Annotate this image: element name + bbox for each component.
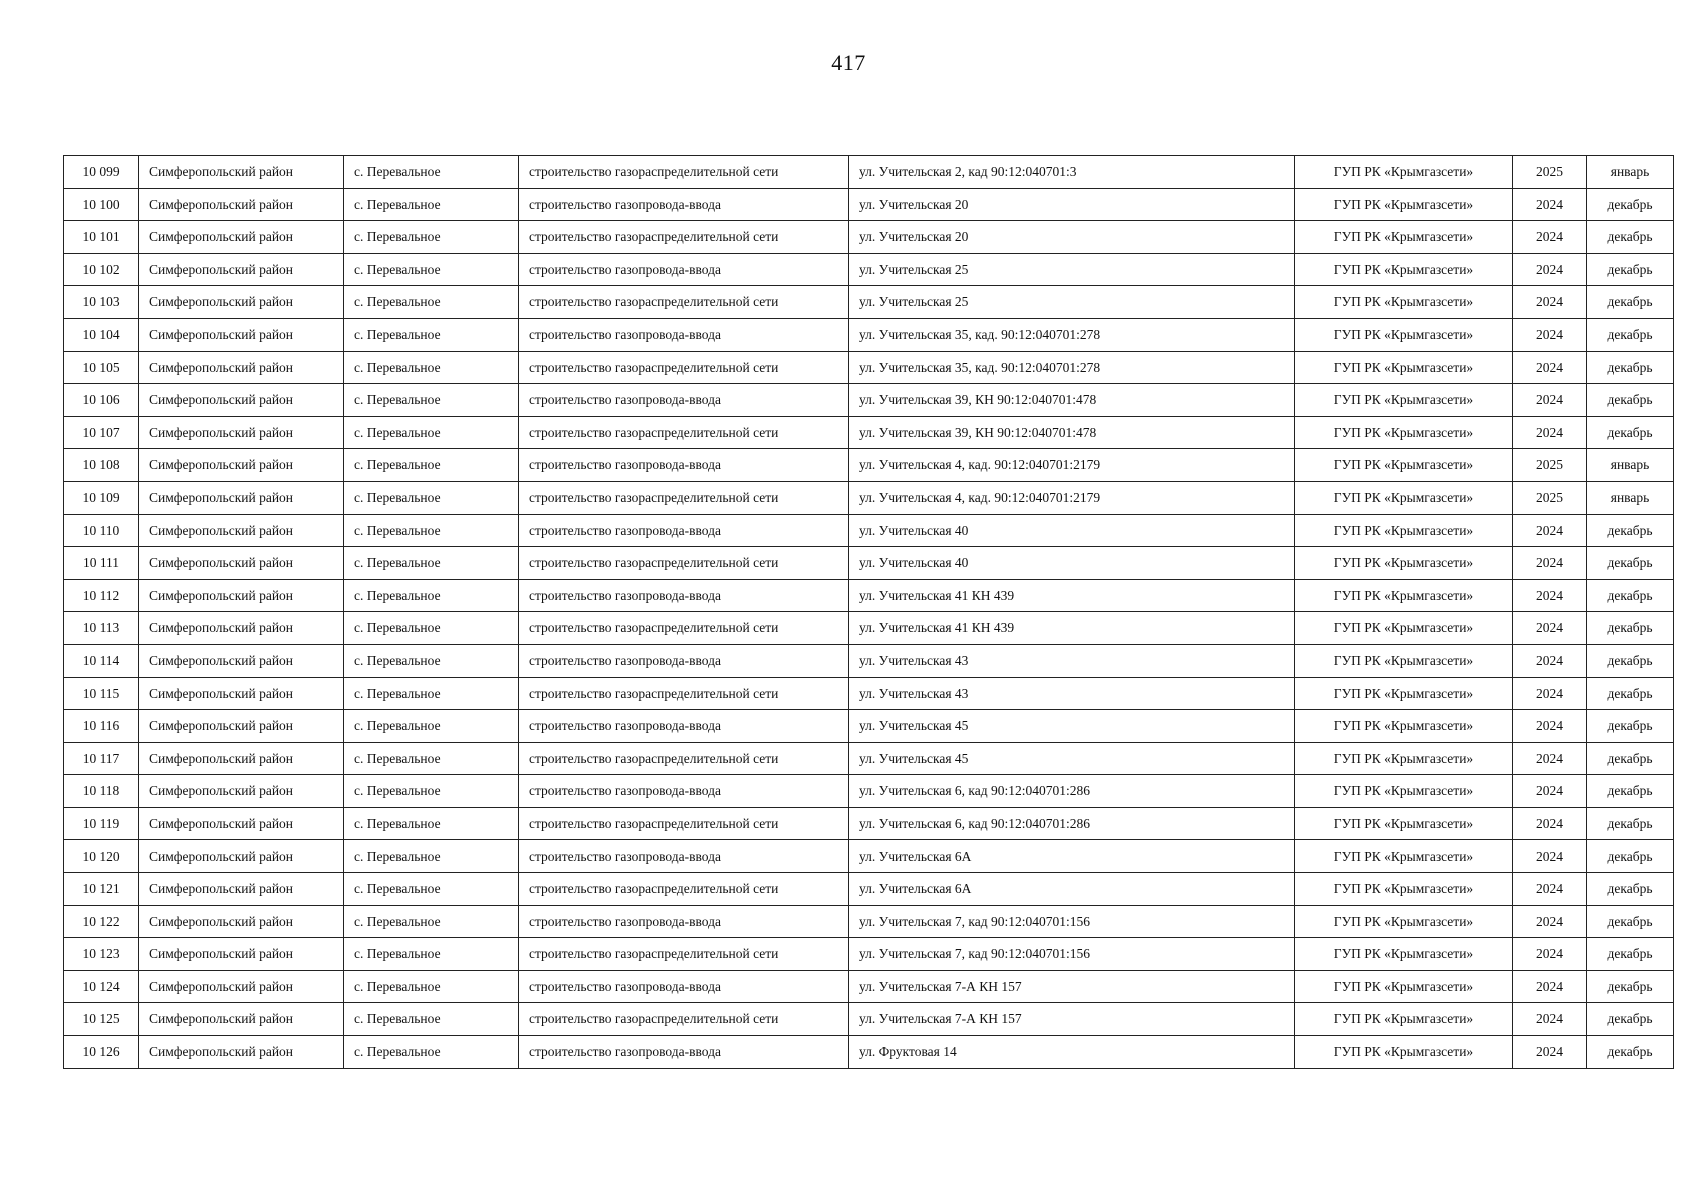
year-cell: 2024 <box>1513 807 1587 840</box>
address-cell: ул. Учительская 35, кад. 90:12:040701:278 <box>849 351 1295 384</box>
village-cell: с. Перевальное <box>344 481 519 514</box>
village-cell: с. Перевальное <box>344 905 519 938</box>
table-row <box>64 221 1674 254</box>
month-cell: декабрь <box>1587 579 1674 612</box>
village-cell: с. Перевальное <box>344 938 519 971</box>
address-cell: ул. Учительская 2, кад 90:12:040701:3 <box>849 156 1295 189</box>
month-cell: декабрь <box>1587 1003 1674 1036</box>
table-row <box>64 416 1674 449</box>
row-number-cell: 10 115 <box>64 677 139 710</box>
year-cell: 2024 <box>1513 253 1587 286</box>
organization-cell: ГУП РК «Крымгазсети» <box>1295 286 1513 319</box>
work-type-cell: строительство газопровода-ввода <box>519 644 849 677</box>
organization-cell: ГУП РК «Крымгазсети» <box>1295 221 1513 254</box>
table-row <box>64 905 1674 938</box>
year-cell: 2024 <box>1513 840 1587 873</box>
row-number-cell: 10 105 <box>64 351 139 384</box>
district-cell: Симферопольский район <box>139 253 344 286</box>
address-cell: ул. Учительская 7, кад 90:12:040701:156 <box>849 938 1295 971</box>
month-cell: декабрь <box>1587 775 1674 808</box>
district-cell: Симферопольский район <box>139 481 344 514</box>
row-number-cell: 10 124 <box>64 970 139 1003</box>
district-cell: Симферопольский район <box>139 775 344 808</box>
district-cell: Симферопольский район <box>139 970 344 1003</box>
month-cell: декабрь <box>1587 612 1674 645</box>
organization-cell: ГУП РК «Крымгазсети» <box>1295 742 1513 775</box>
village-cell: с. Перевальное <box>344 416 519 449</box>
work-type-cell: строительство газопровода-ввода <box>519 710 849 743</box>
work-type-cell: строительство газопровода-ввода <box>519 449 849 482</box>
village-cell: с. Перевальное <box>344 156 519 189</box>
registry-body <box>64 156 1674 1069</box>
month-cell: декабрь <box>1587 416 1674 449</box>
year-cell: 2024 <box>1513 416 1587 449</box>
address-cell: ул. Учительская 6, кад 90:12:040701:286 <box>849 807 1295 840</box>
table-row <box>64 514 1674 547</box>
village-cell: с. Перевальное <box>344 351 519 384</box>
address-cell: ул. Учительская 4, кад. 90:12:040701:2179 <box>849 449 1295 482</box>
district-cell: Симферопольский район <box>139 938 344 971</box>
address-cell: ул. Учительская 6, кад 90:12:040701:286 <box>849 775 1295 808</box>
table-row <box>64 677 1674 710</box>
year-cell: 2024 <box>1513 677 1587 710</box>
work-type-cell: строительство газопровода-ввода <box>519 1036 849 1069</box>
month-cell: декабрь <box>1587 1036 1674 1069</box>
village-cell: с. Перевальное <box>344 1036 519 1069</box>
district-cell: Симферопольский район <box>139 710 344 743</box>
organization-cell: ГУП РК «Крымгазсети» <box>1295 644 1513 677</box>
year-cell: 2024 <box>1513 873 1587 906</box>
village-cell: с. Перевальное <box>344 253 519 286</box>
address-cell: ул. Фруктовая 14 <box>849 1036 1295 1069</box>
work-type-cell: строительство газопровода-ввода <box>519 384 849 417</box>
table-row <box>64 286 1674 319</box>
organization-cell: ГУП РК «Крымгазсети» <box>1295 156 1513 189</box>
organization-cell: ГУП РК «Крымгазсети» <box>1295 188 1513 221</box>
year-cell: 2024 <box>1513 1036 1587 1069</box>
year-cell: 2024 <box>1513 905 1587 938</box>
year-cell: 2024 <box>1513 1003 1587 1036</box>
month-cell: январь <box>1587 156 1674 189</box>
row-number-cell: 10 126 <box>64 1036 139 1069</box>
month-cell: декабрь <box>1587 286 1674 319</box>
table-row <box>64 384 1674 417</box>
district-cell: Симферопольский район <box>139 188 344 221</box>
month-cell: декабрь <box>1587 188 1674 221</box>
registry-table <box>63 155 1674 1069</box>
row-number-cell: 10 123 <box>64 938 139 971</box>
table-row <box>64 612 1674 645</box>
work-type-cell: строительство газораспределительной сети <box>519 481 849 514</box>
month-cell: декабрь <box>1587 514 1674 547</box>
organization-cell: ГУП РК «Крымгазсети» <box>1295 840 1513 873</box>
year-cell: 2024 <box>1513 938 1587 971</box>
work-type-cell: строительство газопровода-ввода <box>519 514 849 547</box>
table-row <box>64 253 1674 286</box>
organization-cell: ГУП РК «Крымгазсети» <box>1295 384 1513 417</box>
village-cell: с. Перевальное <box>344 286 519 319</box>
year-cell: 2024 <box>1513 514 1587 547</box>
district-cell: Симферопольский район <box>139 416 344 449</box>
organization-cell: ГУП РК «Крымгазсети» <box>1295 807 1513 840</box>
organization-cell: ГУП РК «Крымгазсети» <box>1295 416 1513 449</box>
village-cell: с. Перевальное <box>344 547 519 580</box>
year-cell: 2024 <box>1513 384 1587 417</box>
work-type-cell: строительство газораспределительной сети <box>519 677 849 710</box>
district-cell: Симферопольский район <box>139 221 344 254</box>
row-number-cell: 10 107 <box>64 416 139 449</box>
organization-cell: ГУП РК «Крымгазсети» <box>1295 351 1513 384</box>
table-row <box>64 318 1674 351</box>
row-number-cell: 10 108 <box>64 449 139 482</box>
work-type-cell: строительство газораспределительной сети <box>519 807 849 840</box>
month-cell: январь <box>1587 481 1674 514</box>
address-cell: ул. Учительская 7-А КН 157 <box>849 970 1295 1003</box>
year-cell: 2024 <box>1513 286 1587 319</box>
table-row <box>64 840 1674 873</box>
district-cell: Симферопольский район <box>139 1036 344 1069</box>
work-type-cell: строительство газопровода-ввода <box>519 775 849 808</box>
table-row <box>64 710 1674 743</box>
month-cell: декабрь <box>1587 253 1674 286</box>
table-row <box>64 188 1674 221</box>
district-cell: Симферопольский район <box>139 156 344 189</box>
organization-cell: ГУП РК «Крымгазсети» <box>1295 547 1513 580</box>
work-type-cell: строительство газопровода-ввода <box>519 970 849 1003</box>
table-row <box>64 775 1674 808</box>
year-cell: 2024 <box>1513 775 1587 808</box>
address-cell: ул. Учительская 43 <box>849 644 1295 677</box>
row-number-cell: 10 116 <box>64 710 139 743</box>
work-type-cell: строительство газопровода-ввода <box>519 253 849 286</box>
year-cell: 2025 <box>1513 449 1587 482</box>
year-cell: 2024 <box>1513 547 1587 580</box>
work-type-cell: строительство газопровода-ввода <box>519 840 849 873</box>
district-cell: Симферопольский район <box>139 1003 344 1036</box>
district-cell: Симферопольский район <box>139 384 344 417</box>
work-type-cell: строительство газопровода-ввода <box>519 318 849 351</box>
work-type-cell: строительство газораспределительной сети <box>519 547 849 580</box>
district-cell: Симферопольский район <box>139 873 344 906</box>
organization-cell: ГУП РК «Крымгазсети» <box>1295 253 1513 286</box>
address-cell: ул. Учительская 45 <box>849 742 1295 775</box>
village-cell: с. Перевальное <box>344 318 519 351</box>
work-type-cell: строительство газопровода-ввода <box>519 905 849 938</box>
work-type-cell: строительство газораспределительной сети <box>519 286 849 319</box>
village-cell: с. Перевальное <box>344 873 519 906</box>
year-cell: 2024 <box>1513 188 1587 221</box>
row-number-cell: 10 114 <box>64 644 139 677</box>
work-type-cell: строительство газораспределительной сети <box>519 1003 849 1036</box>
work-type-cell: строительство газораспределительной сети <box>519 938 849 971</box>
year-cell: 2024 <box>1513 579 1587 612</box>
year-cell: 2025 <box>1513 156 1587 189</box>
table-row <box>64 970 1674 1003</box>
table-row <box>64 481 1674 514</box>
organization-cell: ГУП РК «Крымгазсети» <box>1295 579 1513 612</box>
month-cell: декабрь <box>1587 710 1674 743</box>
village-cell: с. Перевальное <box>344 742 519 775</box>
address-cell: ул. Учительская 25 <box>849 253 1295 286</box>
row-number-cell: 10 117 <box>64 742 139 775</box>
village-cell: с. Перевальное <box>344 1003 519 1036</box>
year-cell: 2024 <box>1513 710 1587 743</box>
work-type-cell: строительство газораспределительной сети <box>519 156 849 189</box>
month-cell: декабрь <box>1587 351 1674 384</box>
village-cell: с. Перевальное <box>344 775 519 808</box>
work-type-cell: строительство газораспределительной сети <box>519 612 849 645</box>
village-cell: с. Перевальное <box>344 677 519 710</box>
organization-cell: ГУП РК «Крымгазсети» <box>1295 905 1513 938</box>
district-cell: Симферопольский район <box>139 286 344 319</box>
address-cell: ул. Учительская 45 <box>849 710 1295 743</box>
address-cell: ул. Учительская 39, КН 90:12:040701:478 <box>849 416 1295 449</box>
row-number-cell: 10 120 <box>64 840 139 873</box>
row-number-cell: 10 110 <box>64 514 139 547</box>
row-number-cell: 10 112 <box>64 579 139 612</box>
village-cell: с. Перевальное <box>344 188 519 221</box>
district-cell: Симферопольский район <box>139 840 344 873</box>
organization-cell: ГУП РК «Крымгазсети» <box>1295 481 1513 514</box>
row-number-cell: 10 113 <box>64 612 139 645</box>
district-cell: Симферопольский район <box>139 351 344 384</box>
village-cell: с. Перевальное <box>344 449 519 482</box>
organization-cell: ГУП РК «Крымгазсети» <box>1295 1036 1513 1069</box>
address-cell: ул. Учительская 6А <box>849 840 1295 873</box>
table-row <box>64 644 1674 677</box>
page-number: 417 <box>831 50 866 75</box>
address-cell: ул. Учительская 43 <box>849 677 1295 710</box>
address-cell: ул. Учительская 20 <box>849 188 1295 221</box>
address-cell: ул. Учительская 4, кад. 90:12:040701:2179 <box>849 481 1295 514</box>
month-cell: декабрь <box>1587 970 1674 1003</box>
table-row <box>64 579 1674 612</box>
district-cell: Симферопольский район <box>139 579 344 612</box>
work-type-cell: строительство газораспределительной сети <box>519 742 849 775</box>
address-cell: ул. Учительская 6А <box>849 873 1295 906</box>
table-row <box>64 873 1674 906</box>
month-cell: декабрь <box>1587 905 1674 938</box>
address-cell: ул. Учительская 7-А КН 157 <box>849 1003 1295 1036</box>
month-cell: декабрь <box>1587 677 1674 710</box>
row-number-cell: 10 122 <box>64 905 139 938</box>
year-cell: 2024 <box>1513 351 1587 384</box>
row-number-cell: 10 100 <box>64 188 139 221</box>
organization-cell: ГУП РК «Крымгазсети» <box>1295 970 1513 1003</box>
row-number-cell: 10 121 <box>64 873 139 906</box>
row-number-cell: 10 119 <box>64 807 139 840</box>
village-cell: с. Перевальное <box>344 514 519 547</box>
table-row <box>64 156 1674 189</box>
month-cell: декабрь <box>1587 742 1674 775</box>
village-cell: с. Перевальное <box>344 579 519 612</box>
year-cell: 2024 <box>1513 742 1587 775</box>
work-type-cell: строительство газораспределительной сети <box>519 416 849 449</box>
address-cell: ул. Учительская 41 КН 439 <box>849 612 1295 645</box>
address-cell: ул. Учительская 41 КН 439 <box>849 579 1295 612</box>
work-type-cell: строительство газораспределительной сети <box>519 873 849 906</box>
row-number-cell: 10 104 <box>64 318 139 351</box>
month-cell: декабрь <box>1587 318 1674 351</box>
month-cell: декабрь <box>1587 807 1674 840</box>
table-row <box>64 1036 1674 1069</box>
organization-cell: ГУП РК «Крымгазсети» <box>1295 938 1513 971</box>
table-row <box>64 1003 1674 1036</box>
year-cell: 2024 <box>1513 318 1587 351</box>
address-cell: ул. Учительская 25 <box>849 286 1295 319</box>
organization-cell: ГУП РК «Крымгазсети» <box>1295 775 1513 808</box>
village-cell: с. Перевальное <box>344 612 519 645</box>
address-cell: ул. Учительская 39, КН 90:12:040701:478 <box>849 384 1295 417</box>
month-cell: январь <box>1587 449 1674 482</box>
district-cell: Симферопольский район <box>139 807 344 840</box>
row-number-cell: 10 101 <box>64 221 139 254</box>
table-row <box>64 742 1674 775</box>
row-number-cell: 10 103 <box>64 286 139 319</box>
village-cell: с. Перевальное <box>344 710 519 743</box>
month-cell: декабрь <box>1587 938 1674 971</box>
month-cell: декабрь <box>1587 873 1674 906</box>
work-type-cell: строительство газораспределительной сети <box>519 351 849 384</box>
month-cell: декабрь <box>1587 221 1674 254</box>
district-cell: Симферопольский район <box>139 514 344 547</box>
table-row <box>64 547 1674 580</box>
month-cell: декабрь <box>1587 547 1674 580</box>
row-number-cell: 10 099 <box>64 156 139 189</box>
district-cell: Симферопольский район <box>139 677 344 710</box>
address-cell: ул. Учительская 20 <box>849 221 1295 254</box>
organization-cell: ГУП РК «Крымгазсети» <box>1295 873 1513 906</box>
village-cell: с. Перевальное <box>344 221 519 254</box>
row-number-cell: 10 118 <box>64 775 139 808</box>
row-number-cell: 10 102 <box>64 253 139 286</box>
district-cell: Симферопольский район <box>139 644 344 677</box>
month-cell: декабрь <box>1587 384 1674 417</box>
organization-cell: ГУП РК «Крымгазсети» <box>1295 677 1513 710</box>
village-cell: с. Перевальное <box>344 840 519 873</box>
table-row <box>64 351 1674 384</box>
year-cell: 2024 <box>1513 612 1587 645</box>
month-cell: декабрь <box>1587 840 1674 873</box>
organization-cell: ГУП РК «Крымгазсети» <box>1295 449 1513 482</box>
row-number-cell: 10 125 <box>64 1003 139 1036</box>
work-type-cell: строительство газораспределительной сети <box>519 221 849 254</box>
month-cell: декабрь <box>1587 644 1674 677</box>
district-cell: Симферопольский район <box>139 449 344 482</box>
year-cell: 2024 <box>1513 644 1587 677</box>
year-cell: 2025 <box>1513 481 1587 514</box>
village-cell: с. Перевальное <box>344 384 519 417</box>
table-row <box>64 938 1674 971</box>
year-cell: 2024 <box>1513 221 1587 254</box>
organization-cell: ГУП РК «Крымгазсети» <box>1295 612 1513 645</box>
organization-cell: ГУП РК «Крымгазсети» <box>1295 514 1513 547</box>
table-row <box>64 449 1674 482</box>
year-cell: 2024 <box>1513 970 1587 1003</box>
address-cell: ул. Учительская 35, кад. 90:12:040701:278 <box>849 318 1295 351</box>
address-cell: ул. Учительская 7, кад 90:12:040701:156 <box>849 905 1295 938</box>
district-cell: Симферопольский район <box>139 318 344 351</box>
address-cell: ул. Учительская 40 <box>849 514 1295 547</box>
district-cell: Симферопольский район <box>139 742 344 775</box>
work-type-cell: строительство газопровода-ввода <box>519 579 849 612</box>
row-number-cell: 10 111 <box>64 547 139 580</box>
address-cell: ул. Учительская 40 <box>849 547 1295 580</box>
table-row <box>64 807 1674 840</box>
organization-cell: ГУП РК «Крымгазсети» <box>1295 710 1513 743</box>
work-type-cell: строительство газопровода-ввода <box>519 188 849 221</box>
row-number-cell: 10 109 <box>64 481 139 514</box>
village-cell: с. Перевальное <box>344 970 519 1003</box>
row-number-cell: 10 106 <box>64 384 139 417</box>
village-cell: с. Перевальное <box>344 644 519 677</box>
organization-cell: ГУП РК «Крымгазсети» <box>1295 1003 1513 1036</box>
organization-cell: ГУП РК «Крымгазсети» <box>1295 318 1513 351</box>
district-cell: Симферопольский район <box>139 547 344 580</box>
village-cell: с. Перевальное <box>344 807 519 840</box>
district-cell: Симферопольский район <box>139 612 344 645</box>
district-cell: Симферопольский район <box>139 905 344 938</box>
